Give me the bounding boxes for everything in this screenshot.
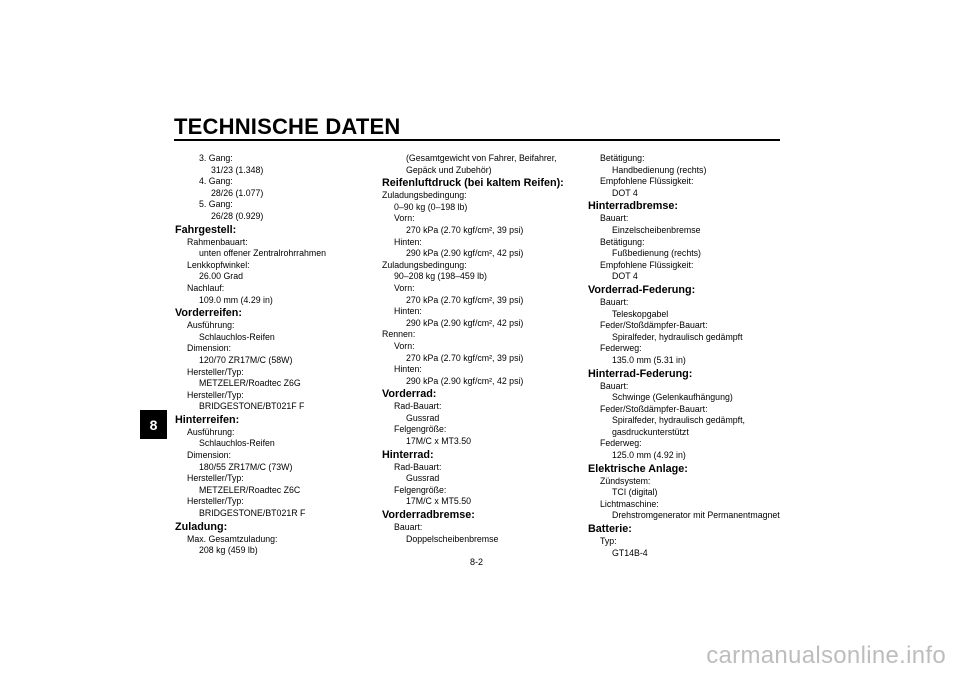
- section-heading: Vorderreifen:: [175, 307, 242, 320]
- spec-value: Schlauchlos-Reifen: [199, 331, 275, 342]
- spec-value: METZELER/Roadtec Z6G: [199, 378, 301, 389]
- spec-label: Vorn:: [394, 213, 415, 224]
- spec-value: Handbedienung (rechts): [612, 164, 707, 175]
- spec-value: gasdruckunterstützt: [612, 426, 689, 437]
- spec-label: Betätigung:: [600, 236, 645, 247]
- spec-label: 0–90 kg (0–198 lb): [394, 201, 468, 212]
- section-heading: Fahrgestell:: [175, 223, 237, 236]
- spec-label: Felgengröße:: [394, 484, 447, 495]
- spec-label: Bauart:: [394, 522, 423, 533]
- section-heading: Vorderrad:: [382, 388, 437, 401]
- spec-value: Einzelscheibenbremse: [612, 224, 701, 235]
- spec-value: Drehstromgenerator mit Permanentmagnet: [612, 510, 780, 521]
- spec-value: 180/55 ZR17M/C (73W): [199, 461, 293, 472]
- spec-label: 26/28 (0.929): [211, 210, 264, 221]
- spec-value: Gussrad: [406, 412, 440, 423]
- spec-value: Doppelscheibenbremse: [406, 533, 499, 544]
- spec-value: 3. Gang:: [199, 153, 233, 163]
- spec-value: 270 kPa (2.70 kgf/cm², 39 psi): [406, 224, 524, 235]
- spec-value: 208 kg (459 lb): [199, 545, 258, 556]
- section-heading: Hinterreifen:: [175, 413, 240, 426]
- spec-column-1: [175, 153, 326, 557]
- spec-label: Feder/Stoßdämpfer-Bauart:: [600, 403, 708, 414]
- spec-label: Lenkkopfwinkel:: [187, 259, 250, 270]
- spec-value: 290 kPa (2.90 kgf/cm², 42 psi): [406, 248, 524, 259]
- spec-label: 31/23 (1.348): [211, 164, 264, 175]
- watermark: carmanualsonline.info: [706, 642, 946, 669]
- spec-label: Bauart:: [600, 380, 629, 391]
- spec-value: GT14B-4: [612, 547, 648, 558]
- spec-column-3: [588, 153, 780, 559]
- spec-label: Federweg:: [600, 438, 642, 449]
- spec-value: BRIDGESTONE/BT021F F: [199, 401, 305, 412]
- spec-label: Dimension:: [187, 343, 232, 354]
- spec-label: Lichtmaschine:: [600, 498, 659, 509]
- spec-value: 125.0 mm (4.92 in): [612, 450, 686, 461]
- spec-column-2: [382, 153, 564, 545]
- spec-label: Zündsystem:: [600, 475, 651, 486]
- spec-label: 90–208 kg (198–459 lb): [394, 271, 487, 282]
- spec-label: Betätigung:: [600, 153, 645, 163]
- spec-value: Schlauchlos-Reifen: [199, 438, 275, 449]
- section-heading: Batterie:: [588, 523, 632, 536]
- page-number: 8-2: [470, 557, 484, 567]
- spec-value: 17M/C x MT3.50: [406, 436, 472, 447]
- spec-value: Spiralfeder, hydraulisch gedämpft,: [612, 415, 746, 426]
- spec-label: Nachlauf:: [187, 282, 225, 293]
- spec-value: BRIDGESTONE/BT021R F: [199, 508, 306, 519]
- spec-value: 290 kPa (2.90 kgf/cm², 42 psi): [406, 317, 524, 328]
- spec-label: Rad-Bauart:: [394, 401, 442, 412]
- spec-value: Fußbedienung (rechts): [612, 248, 701, 259]
- spec-label: Zuladungsbedingung:: [382, 190, 467, 201]
- spec-label: Empfohlene Flüssigkeit:: [600, 259, 694, 270]
- spec-value: Gepäck und Zubehör): [406, 164, 492, 175]
- spec-label: Dimension:: [187, 450, 232, 461]
- spec-label: Ausführung:: [187, 426, 235, 437]
- spec-value: 4. Gang:: [199, 176, 233, 187]
- spec-label: Max. Gesamtzuladung:: [187, 533, 278, 544]
- spec-value: 270 kPa (2.70 kgf/cm², 39 psi): [406, 352, 524, 363]
- section-heading: Hinterradbremse:: [588, 200, 679, 213]
- spec-label: Rad-Bauart:: [394, 461, 442, 472]
- spec-label: Hersteller/Typ:: [187, 366, 244, 377]
- section-heading: Vorderradbremse:: [382, 509, 475, 522]
- spec-value: 109.0 mm (4.29 in): [199, 294, 273, 305]
- spec-label: Bauart:: [600, 296, 629, 307]
- spec-value: Gussrad: [406, 473, 440, 484]
- spec-value: 270 kPa (2.70 kgf/cm², 39 psi): [406, 294, 524, 305]
- section-heading: Vorderrad-Federung:: [588, 283, 696, 296]
- spec-label: Hersteller/Typ:: [187, 389, 244, 400]
- spec-value: 17M/C x MT5.50: [406, 496, 472, 507]
- spec-label: Hinten:: [394, 236, 422, 247]
- spec-label: Zuladungsbedingung:: [382, 259, 467, 270]
- section-heading: Zuladung:: [175, 520, 228, 533]
- spec-label: Empfohlene Flüssigkeit:: [600, 176, 694, 187]
- spec-value: Spiralfeder, hydraulisch gedämpft: [612, 331, 743, 342]
- section-heading: Hinterrad-Federung:: [588, 367, 693, 380]
- spec-label: Vorn:: [394, 282, 415, 293]
- spec-label: Bauart:: [600, 213, 629, 224]
- spec-label: Federweg:: [600, 343, 642, 354]
- spec-value: 290 kPa (2.90 kgf/cm², 42 psi): [406, 375, 524, 386]
- spec-value: 5. Gang:: [199, 199, 233, 210]
- spec-label: Vorn:: [394, 340, 415, 351]
- spec-label: 28/26 (1.077): [211, 187, 264, 198]
- spec-value: 26.00 Grad: [199, 271, 244, 282]
- spec-value: Schwinge (Gelenkaufhängung): [612, 392, 733, 403]
- section-heading: Reifenluftdruck (bei kaltem Reifen):: [382, 177, 564, 190]
- section-heading: Elektrische Anlage:: [588, 462, 688, 475]
- spec-value: TCI (digital): [612, 487, 658, 498]
- spec-label: Hersteller/Typ:: [187, 473, 244, 484]
- section-heading: Hinterrad:: [382, 448, 434, 461]
- spec-value: DOT 4: [612, 271, 638, 282]
- spec-label: Typ:: [600, 536, 617, 547]
- page-title: TECHNISCHE DATEN: [174, 114, 401, 139]
- spec-value: (Gesamtgewicht von Fahrer, Beifahrer,: [406, 153, 557, 163]
- spec-value: Teleskopgabel: [612, 308, 669, 319]
- title-rule: [174, 139, 780, 141]
- spec-value: unten offener Zentralrohrrahmen: [199, 248, 326, 259]
- spec-label: Ausführung:: [187, 320, 235, 331]
- chapter-tab: 8: [140, 410, 167, 439]
- spec-label: Rahmenbauart:: [187, 236, 248, 247]
- spec-label: Rennen:: [382, 329, 416, 340]
- spec-label: Feder/Stoßdämpfer-Bauart:: [600, 320, 708, 331]
- spec-label: Hersteller/Typ:: [187, 496, 244, 507]
- spec-value: 135.0 mm (5.31 in): [612, 354, 686, 365]
- spec-value: METZELER/Roadtec Z6C: [199, 484, 301, 495]
- spec-label: Hinten:: [394, 364, 422, 375]
- spec-value: DOT 4: [612, 187, 638, 198]
- spec-label: Hinten:: [394, 306, 422, 317]
- spec-label: Felgengröße:: [394, 424, 447, 435]
- spec-value: 120/70 ZR17M/C (58W): [199, 354, 293, 365]
